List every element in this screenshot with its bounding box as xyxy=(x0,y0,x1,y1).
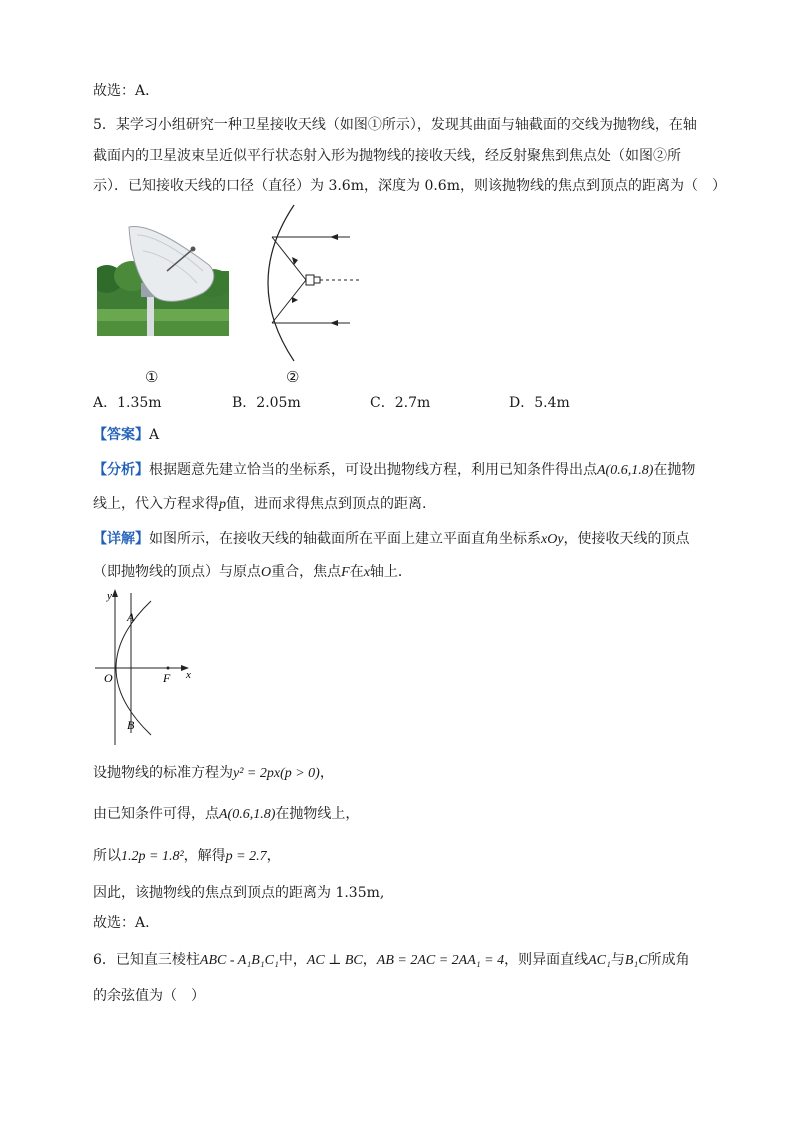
answer-tag: 【答案】 xyxy=(93,427,149,443)
analysis-line2 xyxy=(93,494,426,515)
detail-line1 xyxy=(93,529,690,550)
option-b: B．2.05m xyxy=(232,395,301,411)
analysis-text: 根据题意先建立恰当的坐标系，可设出抛物线方程，利用已知条件得出点 xyxy=(149,462,597,478)
solution-text: ， xyxy=(319,765,334,781)
solution-line3 xyxy=(93,846,281,867)
q6-line-b1c: B₁C xyxy=(624,953,648,968)
detail-x: x xyxy=(363,565,370,580)
x-axis-label: x xyxy=(186,669,191,681)
q5-text-line2: 截面内的卫星波束呈近似平行状态射入形为抛物线的接收天线，经反射聚焦到焦点处（如图②所 xyxy=(93,148,681,164)
solution-line1 xyxy=(93,763,334,784)
q6-text: ， xyxy=(362,952,377,968)
q6-line-ac1: AC₁ xyxy=(588,953,611,968)
q6-line1 xyxy=(93,950,690,971)
analysis-line1 xyxy=(93,460,695,481)
answer-line xyxy=(93,425,159,445)
solution-line4: 因此，该抛物线的焦点到顶点的距离为 1.35m, xyxy=(93,885,385,901)
detail-O: O xyxy=(261,565,272,580)
point-a-label: A xyxy=(127,610,135,624)
point-b-label: B xyxy=(127,718,135,732)
detail-text: ，使接收天线的顶点 xyxy=(563,531,690,547)
solution-text: ， xyxy=(266,848,281,864)
detail-text: （即抛物线的顶点）与原点 xyxy=(93,564,261,580)
solution-equation: p = 2.7 xyxy=(225,849,267,864)
q6-equation: AB = 2AC = 2AA₁ = 4 xyxy=(376,953,505,968)
q6-text: 中， xyxy=(278,952,307,968)
analysis-tag: 【分析】 xyxy=(93,462,149,478)
q6-line2: 的余弦值为（ ） xyxy=(93,988,205,1004)
analysis-point: A(0.6,1.8) xyxy=(597,463,654,478)
solution-equation: y² = 2px(p > 0) xyxy=(233,766,320,781)
solution-text: 所以 xyxy=(93,848,121,864)
q6-text: 所成角 xyxy=(647,952,690,968)
solution-text: 在抛物线上， xyxy=(275,806,360,822)
reflector-arc xyxy=(268,205,294,361)
origin-label: O xyxy=(104,671,113,685)
detail-text: 在 xyxy=(349,564,364,580)
analysis-text: 线上，代入方程求得 xyxy=(93,496,219,512)
analysis-text: 在抛物 xyxy=(653,462,696,478)
y-axis-label: y xyxy=(107,590,112,602)
solution-text: 设抛物线的标准方程为 xyxy=(93,765,233,781)
solution-line2 xyxy=(93,804,359,825)
q6-text: ，则异面直线 xyxy=(504,952,589,968)
detail-xoy: xOy xyxy=(541,532,564,547)
solution-text: ，解得 xyxy=(183,848,226,864)
q6-prism: ABC - A₁B₁C₁ xyxy=(199,953,279,968)
focus-label: F xyxy=(163,671,171,685)
detail-line2 xyxy=(93,562,412,583)
solution-equation: 1.2p = 1.8² xyxy=(121,849,184,864)
analysis-text: 值，进而求得焦点到顶点的距离. xyxy=(226,496,427,512)
antenna-reflection-diagram xyxy=(258,203,368,363)
q6-text: 与 xyxy=(610,952,625,968)
analysis-p: p xyxy=(219,497,226,512)
previous-answer: 故选：A． xyxy=(93,83,160,99)
option-a: A．1.35m xyxy=(93,395,162,411)
coordinate-parabola-figure xyxy=(93,585,203,750)
option-d: D．5.4m xyxy=(509,395,570,411)
detail-text: 轴上． xyxy=(369,564,412,580)
solution-point: A(0.6,1.8) xyxy=(219,807,276,822)
q5-text-line1: 5．某学习小组研究一种卫星接收天线（如图①所示），发现其曲面与轴截面的交线为抛物线，在轴 xyxy=(93,117,697,133)
answer-value: A xyxy=(149,427,160,443)
figure-1-label: ① xyxy=(145,368,159,386)
detail-text: 如图所示，在接收天线的轴截面所在平面上建立平面直角坐标系 xyxy=(149,531,541,547)
satellite-dish-photo xyxy=(97,221,229,336)
q5-text-line3: 示）．已知接收天线的口径（直径）为 3.6m，深度为 0.6m，则该抛物线的焦点到顶点的距离为（ ） xyxy=(93,178,726,194)
figure-2-label: ② xyxy=(286,368,300,386)
detail-text: 重合，焦点 xyxy=(271,564,342,580)
detail-tag: 【详解】 xyxy=(93,531,149,547)
q6-perp: AC ⊥ BC xyxy=(306,953,363,968)
solution-line5: 故选：A. xyxy=(93,915,150,931)
q6-text: 6．已知直三棱柱 xyxy=(93,952,200,968)
solution-text: 由已知条件可得，点 xyxy=(93,806,219,822)
detail-F: F xyxy=(341,565,350,580)
option-c: C．2.7m xyxy=(370,395,431,411)
